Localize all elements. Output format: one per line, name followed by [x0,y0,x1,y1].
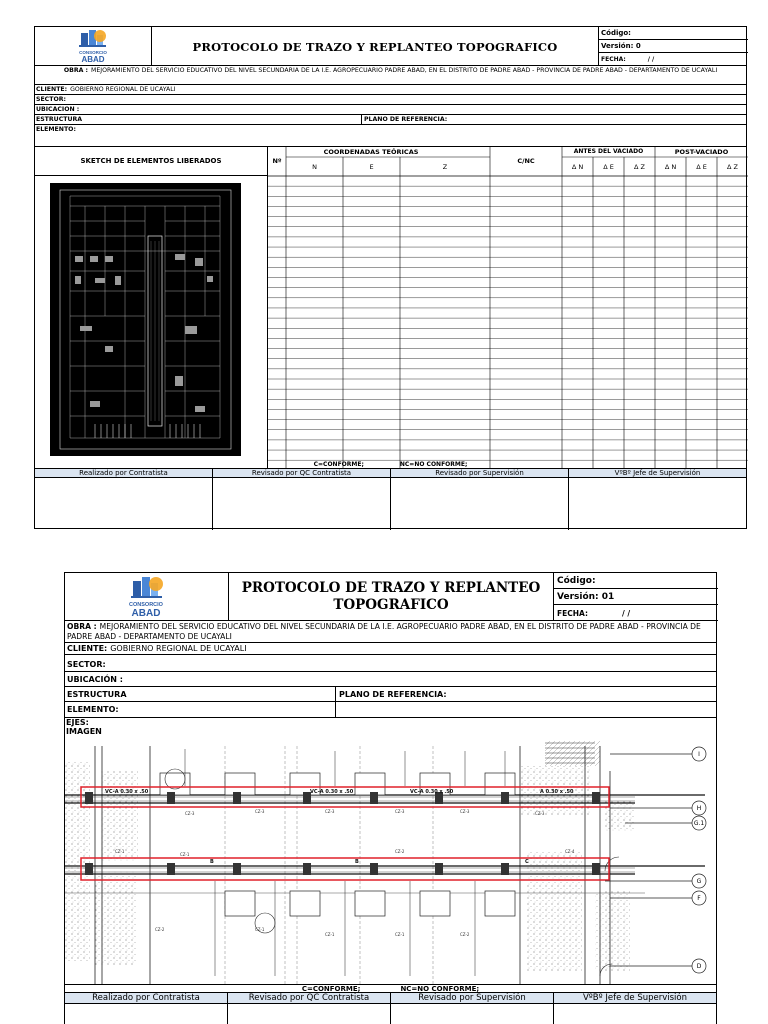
company-logo [65,573,229,621]
conformity-legend [65,984,716,993]
sector-label: SECTOR: [36,96,66,103]
svg-text:CONSORCIO: CONSORCIO [129,602,163,608]
axis-label-d: D [696,963,702,970]
obra-field [65,621,716,643]
grid-lines [268,147,748,469]
elemento-label: ELEMENTO: [67,705,119,714]
axis-label-g: G [696,878,702,885]
delta-n-2: Δ N [664,163,677,171]
svg-text:ABAD: ABAD [131,608,161,619]
sector-field[interactable] [65,657,716,672]
coord-col-e: E [369,163,374,171]
sig-supervision: Revisado por Supervisión [391,469,569,477]
svg-text:CONSORCIO: CONSORCIO [79,50,107,55]
axis-label-f: F [697,895,701,902]
form-header [35,27,746,66]
plano-field[interactable] [362,116,450,123]
sector-label: SECTOR: [67,659,106,669]
obra-label: OBRA : [67,622,97,631]
no-header: Nº [272,157,282,165]
plano-field[interactable] [336,690,450,699]
svg-text:CZ-1: CZ-1 [115,849,125,854]
signature-box[interactable] [391,1004,554,1024]
sig-jefe: VºBº Jefe de Supervisión [582,993,688,1003]
signature-box[interactable] [569,478,746,530]
coordinates-grid [268,147,748,469]
signature-boxes [35,478,746,530]
ubicacion-field[interactable] [35,105,746,115]
signature-box[interactable] [391,478,569,530]
estructura-row [35,115,746,125]
cnc-header: C/NC [517,157,535,165]
elemento-field[interactable] [35,125,746,147]
fecha-field[interactable] [599,53,748,66]
post-header: POST-VACIADO [674,148,729,156]
svg-text:ABAD: ABAD [81,55,105,64]
coord-col-z: Z [442,163,448,171]
svg-text:CZ-3: CZ-3 [255,809,265,814]
delta-z-2: Δ Z [727,163,738,171]
conformity-legend [35,461,746,469]
signature-box[interactable] [65,1004,228,1024]
delta-z-1: Δ Z [634,163,645,171]
ubicacion-field[interactable] [65,672,716,687]
fecha-label: FECHA: [601,56,626,63]
cliente-field[interactable] [35,85,746,95]
obra-text: MEJORAMIENTO DEL SERVICIO EDUCATIVO DEL NIVEL SECUNDARIA DE LA I.E. AGROPECUARIO PADRE ABAD, EN EL DISTRITO DE PADRE ABAD - PROVINCIA DE PADRE ABAD - DEPARTAMENTO DE UCAYALI [67,622,701,641]
estructura-label: ESTRUCTURA [36,116,83,123]
svg-text:VC-A 0.30 x .50: VC-A 0.30 x .50 [410,789,454,795]
ubicacion-label: UBICACION : [36,106,80,113]
svg-text:CZ-3: CZ-3 [185,811,195,816]
legend-no-conforme: NC=NO CONFORME; [399,461,468,468]
form-title: PROTOCOLO DE TRAZO Y REPLANTEO TOPOGRAFICO [229,573,554,621]
svg-text:VC-A 0.30 x .50: VC-A 0.30 x .50 [310,789,354,795]
svg-text:A 0.30 x .50: A 0.30 x .50 [540,789,574,795]
obra-label: OBRA : [63,67,89,74]
antes-header: ANTES DEL VACIADO [573,148,644,155]
cliente-field[interactable] [65,643,716,655]
form-meta [554,573,718,621]
signature-headers [35,469,746,478]
delta-e-2: Δ E [696,163,707,171]
signature-box[interactable] [213,478,391,530]
svg-text:CZ-1: CZ-1 [395,932,405,937]
plano-label: PLANO DE REFERENCIA: [339,689,447,699]
version-label: Versión: 0 [599,40,748,53]
cliente-label: CLIENTE: [67,644,108,653]
fecha-label: FECHA: [557,608,588,618]
svg-text:CZ-3: CZ-3 [395,809,405,814]
svg-text:CZ-1: CZ-1 [180,852,190,857]
fecha-value: / / [647,56,655,63]
svg-text:VC-A 0.30 x .50: VC-A 0.30 x .50 [105,789,149,795]
delta-n-1: Δ N [571,163,584,171]
coord-col-n: N [312,163,317,171]
axis-label-h: H [696,805,702,812]
delta-e-1: Δ E [603,163,614,171]
svg-text:CZ-2: CZ-2 [460,932,470,937]
protocol-form-v0 [34,26,747,529]
company-logo [35,27,152,66]
fecha-value: / / [621,608,631,618]
structural-plan-drawing [65,741,718,984]
svg-text:CZ-4: CZ-4 [565,849,575,854]
floor-plan-sketch [35,176,268,469]
axis-label-g1: G.1 [693,820,705,827]
elemento-field[interactable] [65,702,336,717]
signature-headers [65,993,716,1004]
cliente-value: GOBIERNO REGIONAL DE UCAYALI [70,86,176,93]
ejes-label: EJES: [66,718,89,727]
svg-text:CZ-2: CZ-2 [395,849,405,854]
form-meta [599,27,748,66]
codigo-label: Código: [599,27,748,40]
signature-box[interactable] [554,1004,716,1024]
cliente-label: CLIENTE: [36,86,68,93]
svg-text:CZ-3: CZ-3 [535,811,545,816]
obra-field [35,66,746,85]
codigo-label: Código: [554,573,718,589]
estructura-row [65,687,716,702]
sig-qc: Revisado por QC Contratista [228,993,391,1003]
svg-text:CZ-1: CZ-1 [325,932,335,937]
sketch-area [35,176,268,469]
svg-text:B: B [355,859,359,865]
structural-plan-image [65,741,718,984]
legend-no-conforme: NC=NO CONFORME; [400,984,480,993]
signature-box[interactable] [228,1004,391,1024]
signature-box[interactable] [35,478,213,530]
svg-text:CZ-2: CZ-2 [155,927,165,932]
fecha-field[interactable] [554,605,718,621]
legend-conforme: C=CONFORME; [313,461,364,468]
svg-text:B: B [210,859,214,865]
svg-text:CZ-3: CZ-3 [460,809,470,814]
estructura-label: ESTRUCTURA [67,689,127,699]
sketch-header: SKETCH DE ELEMENTOS LIBERADOS [35,147,268,176]
estructura-field[interactable] [65,687,336,701]
svg-text:CZ-1: CZ-1 [255,927,265,932]
signature-boxes [65,1004,716,1024]
coord-header: COORDENADAS TEÓRICAS [323,148,419,156]
ubicacion-label: UBICACIÓN : [67,674,123,684]
svg-text:CZ-3: CZ-3 [325,809,335,814]
version-label: Versión: 01 [554,589,718,605]
obra-text: MEJORAMIENTO DEL SERVICIO EDUCATIVO DEL NIVEL SECUNDARIA DE LA I.E. AGROPECUARIO PADRE ABAD, EN EL DISTRITO DE PADRE ABAD - PROVINCIA DE PADRE ABAD - DEPARTAMENTO DE UCAYALI [91,67,718,74]
imagen-label: IMAGEN [66,727,102,736]
estructura-field[interactable] [35,115,362,124]
cliente-value: GOBIERNO REGIONAL DE UCAYALI [110,644,247,653]
legend-conforme: C=CONFORME; [301,984,361,993]
elemento-row [65,702,716,718]
sig-jefe: VºBº Jefe de Supervisión [614,469,701,477]
svg-text:C: C [525,859,529,865]
sig-qc: Revisado por QC Contratista [213,469,391,477]
axis-label-i: I [698,751,700,758]
protocol-form-v01 [64,572,717,1024]
sector-field[interactable] [35,95,746,105]
elemento-label: ELEMENTO: [36,126,76,133]
sig-contratista: Realizado por Contratista [65,993,228,1003]
coordinates-table [35,147,748,469]
form-title: PROTOCOLO DE TRAZO Y REPLANTEO TOPOGRAFICO [152,27,599,66]
ejes-section [65,718,716,742]
sig-supervision: Revisado por Supervisión [391,993,554,1003]
plano-label: PLANO DE REFERENCIA: [364,116,448,123]
sig-contratista: Realizado por Contratista [35,469,213,477]
